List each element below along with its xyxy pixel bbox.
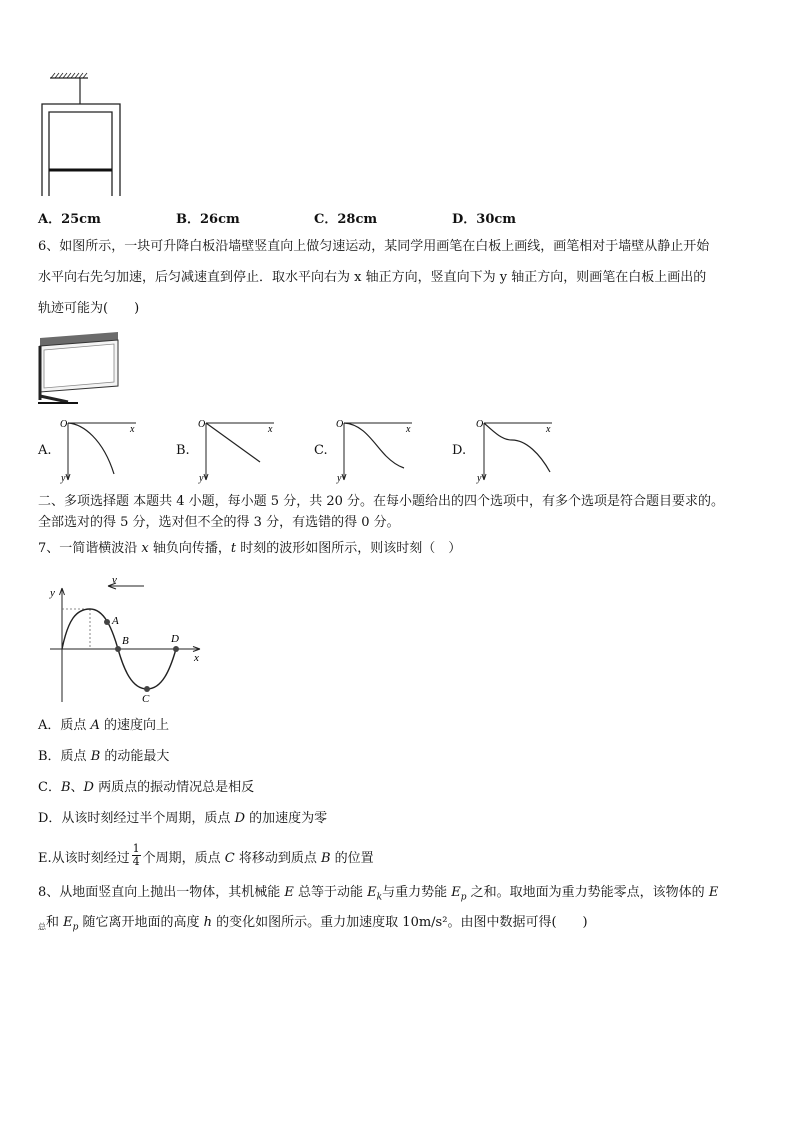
q7-opt-e-post: 的位置 [330, 851, 374, 866]
q6-graph-a-x: x [130, 424, 135, 435]
q7-opt-b-pre: B．质点 [38, 749, 91, 764]
q7-fig-x: x [194, 652, 199, 664]
q6-graph-d-y: y [477, 473, 482, 484]
q6-graph-b-x: x [268, 424, 273, 435]
q6-graph-b-y: y [199, 473, 204, 484]
q5-frame-figure [38, 70, 128, 200]
q8-l1-c: 与重力势能 [382, 885, 452, 900]
q7-stem-t: t [230, 541, 237, 556]
q8-l2-h: h [203, 915, 213, 930]
q6-graph-a [58, 414, 144, 484]
q7-fig-v: v [112, 574, 117, 586]
q6-graph-c-x: x [406, 424, 411, 435]
q7-opt-d-post: 的加速度为零 [245, 811, 328, 826]
q6-stem-line3: 轨迹可能为( ) [38, 301, 140, 316]
q8-l1-Ek: E [367, 885, 377, 900]
q8-stem-line1 [38, 884, 718, 907]
q7-point-d [173, 646, 179, 652]
q6-graph-d-x: x [546, 424, 551, 435]
q6-graph-c-y: y [337, 473, 342, 484]
q6-option-c-label: C. [314, 443, 328, 458]
q6-graph-c-origin: O [336, 419, 344, 430]
q7-opt-b-var: B [90, 749, 101, 764]
q7-opt-e-frac-num: 1 [132, 842, 140, 855]
q7-opt-e-fraction [132, 843, 141, 868]
q8-l2-b: 随它离开地面的高度 [78, 915, 204, 930]
q8-l1-a: 8、从地面竖直向上抛出一物体，其机械能 [38, 885, 285, 900]
q8-l1-E: E [284, 885, 294, 900]
q8-l2-c: 的变化如图所示。重力加速度取 10m/s²。由图中数据可得( ) [212, 915, 588, 930]
q8-l2-Ep: E [63, 915, 73, 930]
q7-opt-a-var: A [90, 718, 100, 733]
q7-point-b [115, 646, 121, 652]
q7-stem-pre: 7、一简谐横波沿 [38, 541, 142, 556]
q8-l2-sub: 总 [38, 922, 46, 932]
q8-l1-k: k [376, 892, 383, 903]
section2-instructions-line2: 全部选对的得 5 分，选对但不全的得 3 分，有选错的得 0 分。 [38, 515, 400, 530]
q7-opt-d-pre: D．从该时刻经过半个周期，质点 [38, 811, 235, 826]
q7-stem [38, 540, 461, 558]
q5-option-b: B．26cm [176, 212, 240, 227]
q7-opt-c-pre: C． [38, 780, 61, 795]
q7-stem-post: 时刻的波形如图所示，则该时刻（ ） [236, 541, 462, 556]
q6-whiteboard-picture [38, 330, 122, 404]
q7-opt-e-v2: B [320, 851, 331, 866]
q7-opt-e-v1: C [224, 851, 235, 866]
q8-l1-p: p [460, 892, 467, 903]
q7-fig-c: C [142, 693, 150, 705]
q6-graph-d-origin: O [476, 419, 484, 430]
q7-opt-c-mid: 、 [70, 780, 84, 795]
q7-fig-y: y [50, 587, 55, 599]
q6-graph-a-y: y [61, 473, 66, 484]
q7-point-c [144, 686, 150, 692]
q7-opt-c-v2: D [83, 780, 94, 795]
q6-stem-line2: 水平向右先匀加速，后匀减速直到停止．取水平向右为 x 轴正方向，竖直向下为 y 轴正方向，则画笔在白板上画出的 [38, 270, 707, 285]
q8-l1-b: 总等于动能 [293, 885, 368, 900]
q6-graph-d [474, 414, 560, 484]
q5-option-a: A．25cm [38, 212, 101, 227]
q6-graph-b [196, 414, 282, 484]
q7-opt-a-post: 的速度向上 [99, 718, 170, 733]
q7-wave-figure [40, 572, 210, 708]
q7-stem-mid: 轴负向传播， [148, 541, 231, 556]
q7-opt-e-frac-den: 4 [132, 855, 140, 868]
q7-option-a [38, 717, 169, 735]
section2-instructions-line1: 二、多项选择题 本题共 4 小题，每小题 5 分，共 20 分。在每小题给出的四个选项中，有多个选项是符合题目要求的。 [38, 494, 725, 509]
q8-l2-a: 和 [46, 915, 64, 930]
q7-opt-d-var: D [234, 811, 245, 826]
q5-option-c: C．28cm [314, 212, 378, 227]
q7-opt-e-mid2: 将移动到质点 [234, 851, 321, 866]
q8-l1-Ep: E [451, 885, 461, 900]
q7-opt-c-v1: B [60, 780, 71, 795]
q7-option-d [38, 810, 327, 828]
q6-option-d-label: D. [452, 443, 467, 458]
q5-option-d: D．30cm [452, 212, 517, 227]
q7-option-e [38, 842, 374, 871]
q7-opt-e-mid: 个周期，质点 [142, 851, 225, 866]
q6-option-b-label: B. [176, 443, 190, 458]
q6-graph-a-origin: O [60, 419, 68, 430]
q7-opt-a-pre: A．质点 [38, 718, 91, 733]
q7-option-c [38, 779, 254, 797]
q8-l1-E2: E [708, 885, 719, 900]
q8-l1-d: 之和。取地面为重力势能零点，该物体的 [466, 885, 709, 900]
q8-l2-p: p [72, 922, 79, 933]
q6-option-a-label: A. [38, 443, 52, 458]
q7-point-a [104, 619, 110, 625]
q7-option-b [38, 748, 169, 766]
q6-stem-line1: 6、如图所示，一块可升降白板沿墙壁竖直向上做匀速运动，某同学用画笔在白板上画线，画笔相对于墙壁从静止开始 [38, 239, 710, 254]
q7-opt-b-post: 的动能最大 [100, 749, 170, 764]
q7-fig-d: D [171, 633, 179, 645]
q7-opt-e-pre: E.从该时刻经过 [38, 851, 130, 866]
q6-graph-b-origin: O [198, 419, 206, 430]
q7-stem-x: x [141, 541, 149, 556]
q8-stem-line2 [38, 914, 588, 937]
q7-fig-b: B [122, 635, 129, 647]
q7-opt-c-post: 两质点的振动情况总是相反 [93, 780, 255, 795]
q7-fig-a: A [112, 615, 119, 627]
q6-graph-c [334, 414, 420, 484]
